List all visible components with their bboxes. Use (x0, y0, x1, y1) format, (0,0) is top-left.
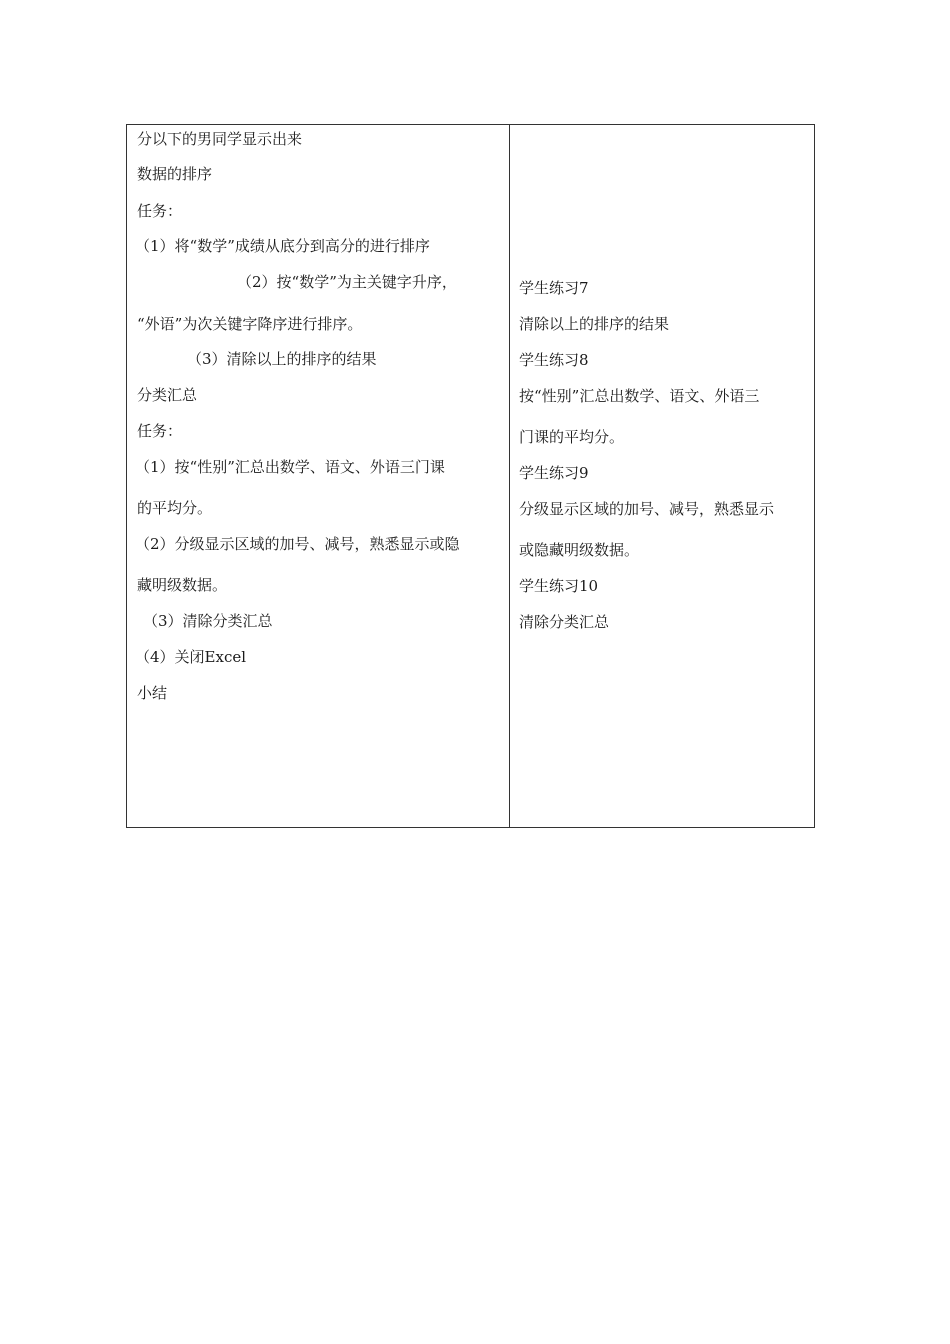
left-line-14: （3）清除分类汇总 (143, 612, 273, 630)
left-line-8: 分类汇总 (137, 386, 198, 404)
right-line-4: 按“性别”汇总出数学、语文、外语三 (519, 387, 760, 405)
right-line-2: 清除以上的排序的结果 (519, 315, 670, 333)
lesson-table (126, 124, 815, 828)
right-line-5: 门课的平均分。 (519, 428, 625, 446)
left-line-10: （1）按“性别”汇总出数学、语文、外语三门课 (135, 458, 445, 476)
left-line-13: 藏明级数据。 (137, 576, 228, 594)
column-divider (509, 125, 510, 827)
left-line-15: （4）关闭Excel (135, 648, 247, 666)
right-line-1: 学生练习7 (519, 279, 589, 297)
left-line-1: 分以下的男同学显示出来 (137, 130, 303, 148)
left-line-2: 数据的排序 (137, 165, 213, 183)
left-line-11: 的平均分。 (137, 499, 213, 517)
left-line-5: （2）按“数学”为主关键字升序， (237, 273, 457, 291)
left-line-3: 任务： (137, 202, 183, 220)
left-line-9: 任务： (137, 422, 183, 440)
left-line-7: （3）清除以上的排序的结果 (187, 350, 377, 368)
right-line-8: 或隐藏明级数据。 (519, 541, 640, 559)
left-line-12: （2）分级显示区域的加号、减号，熟悉显示或隐 (135, 535, 460, 553)
right-line-7: 分级显示区域的加号、减号，熟悉显示 (519, 500, 775, 518)
right-line-3: 学生练习8 (519, 351, 589, 369)
left-line-16: 小结 (137, 684, 168, 702)
right-line-10: 清除分类汇总 (519, 613, 610, 631)
right-line-6: 学生练习9 (519, 464, 589, 482)
left-line-4: （1）将“数学”成绩从底分到高分的进行排序 (135, 237, 430, 255)
left-line-6: “外语”为次关键字降序进行排序。 (137, 315, 363, 333)
right-line-9: 学生练习10 (519, 577, 599, 595)
